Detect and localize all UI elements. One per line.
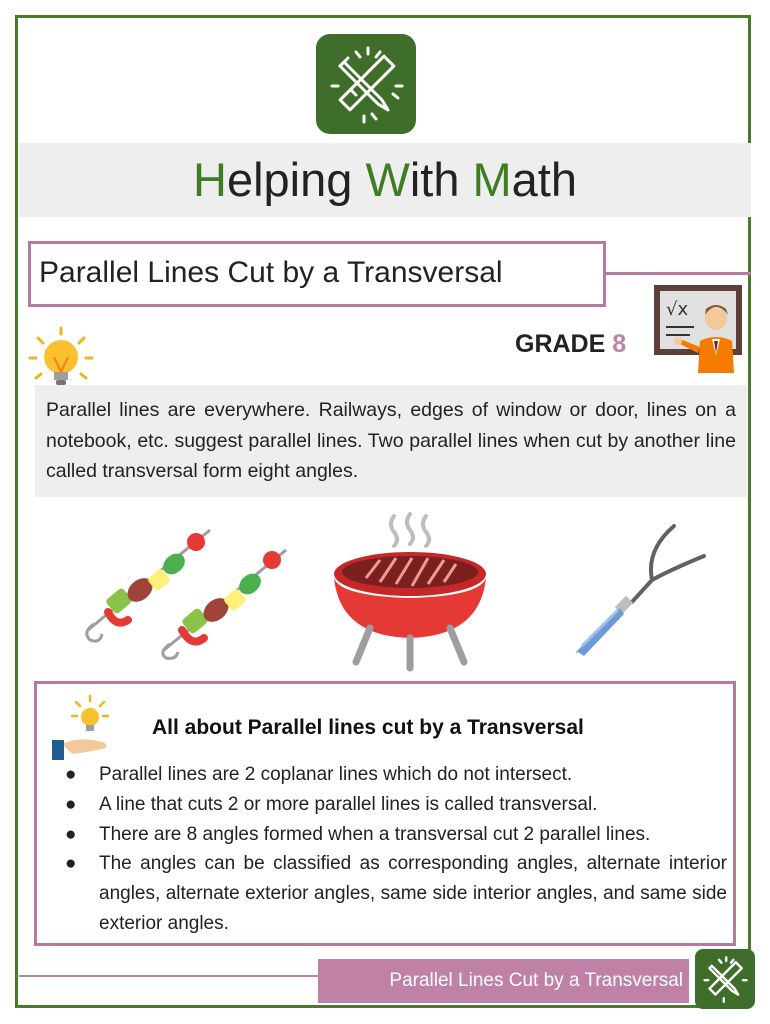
bullet-icon: ● — [65, 793, 77, 815]
topic-box — [28, 241, 606, 307]
topic-title: Parallel Lines Cut by a Transversal — [39, 256, 503, 289]
about-title: All about Parallel lines cut by a Transversal — [152, 716, 584, 739]
list-item: ● A line that cuts 2 or more parallel lines is called transversal. — [59, 790, 727, 820]
page-title: Helping With Math — [192, 153, 578, 206]
list-item: ● Parallel lines are 2 coplanar lines which do not intersect. — [59, 760, 727, 790]
hand-lightbulb-icon — [50, 694, 116, 762]
grade-number: 8 — [612, 330, 627, 358]
teacher-icon — [650, 283, 746, 379]
footer-logo — [695, 949, 755, 1009]
footer-label: Parallel Lines Cut by a Transversal — [389, 970, 683, 991]
pencil-ruler-icon — [316, 34, 416, 134]
list-item: ● The angles can be classified as corresponding angles, alternate interior angles, alternate exterior angles, same side interior angles, and same side exterior angles. — [59, 849, 727, 938]
bullet-icon: ● — [65, 764, 77, 785]
intro-panel — [35, 385, 747, 497]
barbecue-grill-illustration — [330, 512, 490, 672]
bullet-icon: ● — [65, 823, 77, 845]
logo — [316, 34, 416, 134]
about-panel — [34, 681, 736, 946]
pencil-ruler-icon — [695, 949, 755, 1009]
intro-text: Parallel lines are everywhere. Railways, edges of window or door, lines on a notebook, etc. suggest parallel lines. Two parallel lines when cut by another line called transversal form eight angles. — [46, 399, 736, 482]
svg-text:√x: √x — [666, 299, 689, 320]
barbecue-fork-illustration — [570, 520, 710, 660]
footer-divider — [19, 975, 321, 977]
about-list — [59, 760, 727, 939]
title-band — [19, 143, 751, 217]
topic-divider — [605, 272, 751, 275]
lightbulb-icon — [28, 326, 94, 392]
list-item: ● There are 8 angles formed when a transversal cut 2 parallel lines. — [59, 820, 727, 850]
kebab-skewers-illustration — [78, 520, 288, 660]
grade-label: GRADE 8 — [515, 330, 627, 358]
footer-banner — [318, 959, 689, 1003]
bullet-icon: ● — [65, 853, 77, 875]
